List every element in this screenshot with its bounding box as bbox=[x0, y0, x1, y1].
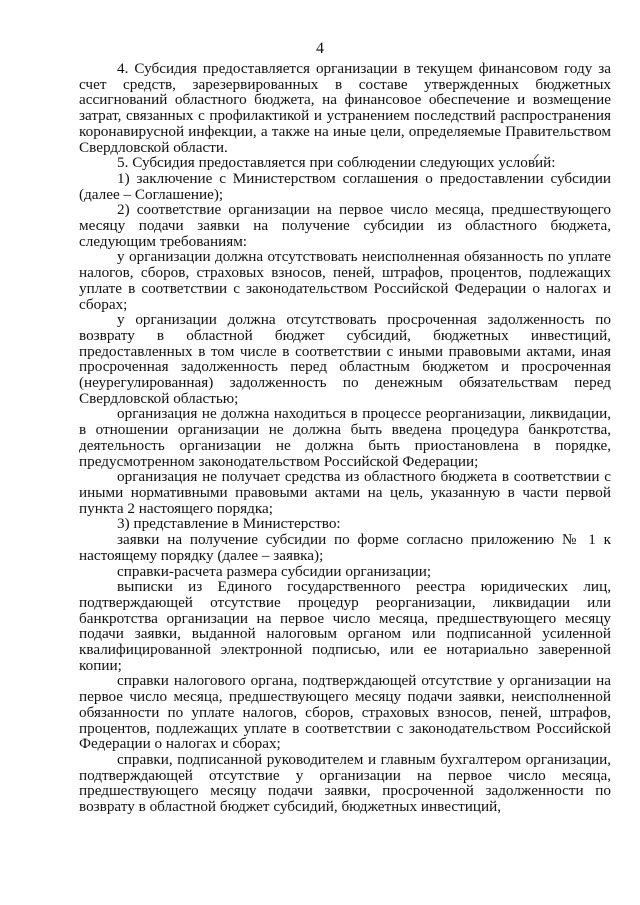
document-calculation: справки-расчета размера субсидии организации; bbox=[117, 562, 432, 580]
paragraph-4-subsidy-source: 4. Субсидия предоставляется организации в текущем финансовом году за счет средств, зарезервированных в составе утвержденных бюджетных ассигнований областного бюджета, на финансовое обеспечение и возмещение затрат, связанных с профилактикой и устранением последствий распространения коронавирусной инфекции, а также на иные цели, определяемые Правительством Свердловской области. bbox=[79, 60, 611, 156]
document-body bbox=[79, 61, 611, 815]
requirement-no-other-funds: организация не получает средства из областного бюджета в соответствии с иными нормативными правовыми актами на цель, указанную в части первой пункта 2 настоящего порядка; bbox=[79, 468, 611, 517]
document-application: заявки на получение субсидии по форме согласно приложению № 1 к настоящему порядку (далее – заявка); bbox=[79, 531, 611, 564]
requirement-no-overdue-debt: у организации должна отсутствовать просроченная задолженность по возврату в областной бюджет субсидий, бюджетных инвестиций, предоставленных в том числе в соответствии с иными правовыми актами, иная просроченная задолженность перед областным бюджетом и просроченная (неурегулированная) задолженность по денежным обязательствам перед Свердловской областью; bbox=[79, 311, 611, 407]
document-tax-certificate: справки налогового органа, подтверждающей отсутствие у организации на первое число месяца, предшествующего месяцу подачи заявки, неисполненной обязанности по уплате налогов, сборов, страховых взносов, пеней, штрафов, процентов, подлежащих уплате в соответствии с законодательством Российской Федерации о налогах и сборах; bbox=[79, 672, 611, 753]
condition-1-agreement: 1) заключение с Министерством соглашения о предоставлении субсидии (далее – Соглашение); bbox=[79, 169, 611, 203]
requirement-no-reorganization: организация не должна находиться в процессе реорганизации, ликвидации, в отношении организации не должна быть введена процедура банкротства, деятельность организации не должна быть приостановлена в порядке, предусмотренном законодательством Российской Федерации; bbox=[79, 405, 611, 470]
condition-3-documents: 3) представление в Министерство: bbox=[117, 515, 341, 533]
paragraph-5-conditions: 5. Субсидия предоставляется при соблюдении следующих условий: bbox=[117, 154, 556, 172]
document-registry-extract: выписки из Единого государственного реестра юридических лиц, подтверждающей отсутствие процедур реорганизации, ликвидации или банкротства организации на первое число месяца, предшествующего месяцу подачи заявки, выданной налоговым органом или подписанной усиленной квалифицированной электронной подписью, или ее нотариально заверенной копии; bbox=[79, 578, 611, 674]
page-number: 4 bbox=[316, 40, 324, 57]
condition-2-requirements: 2) соответствие организации на первое число месяца, предшествующего месяцу подачи заявки на получение субсидии из областного бюджета, следующим требованиям: bbox=[79, 201, 611, 250]
document-signed-certificate: справки, подписанной руководителем и главным бухгалтером организации, подтверждающей отсутствие у организации на первое число месяца, предшествующего месяцу подачи заявки, просроченной задолженности по возврату в областной бюджет субсидий, бюджетных инвестиций, bbox=[79, 750, 611, 816]
requirement-no-tax-debt: у организации должна отсутствовать неисполненная обязанность по уплате налогов, сборов, страховых взносов, пеней, штрафов, процентов, подлежащих уплате в соответствии с законодательством Российской Федерации о налогах и сборах; bbox=[79, 248, 611, 313]
